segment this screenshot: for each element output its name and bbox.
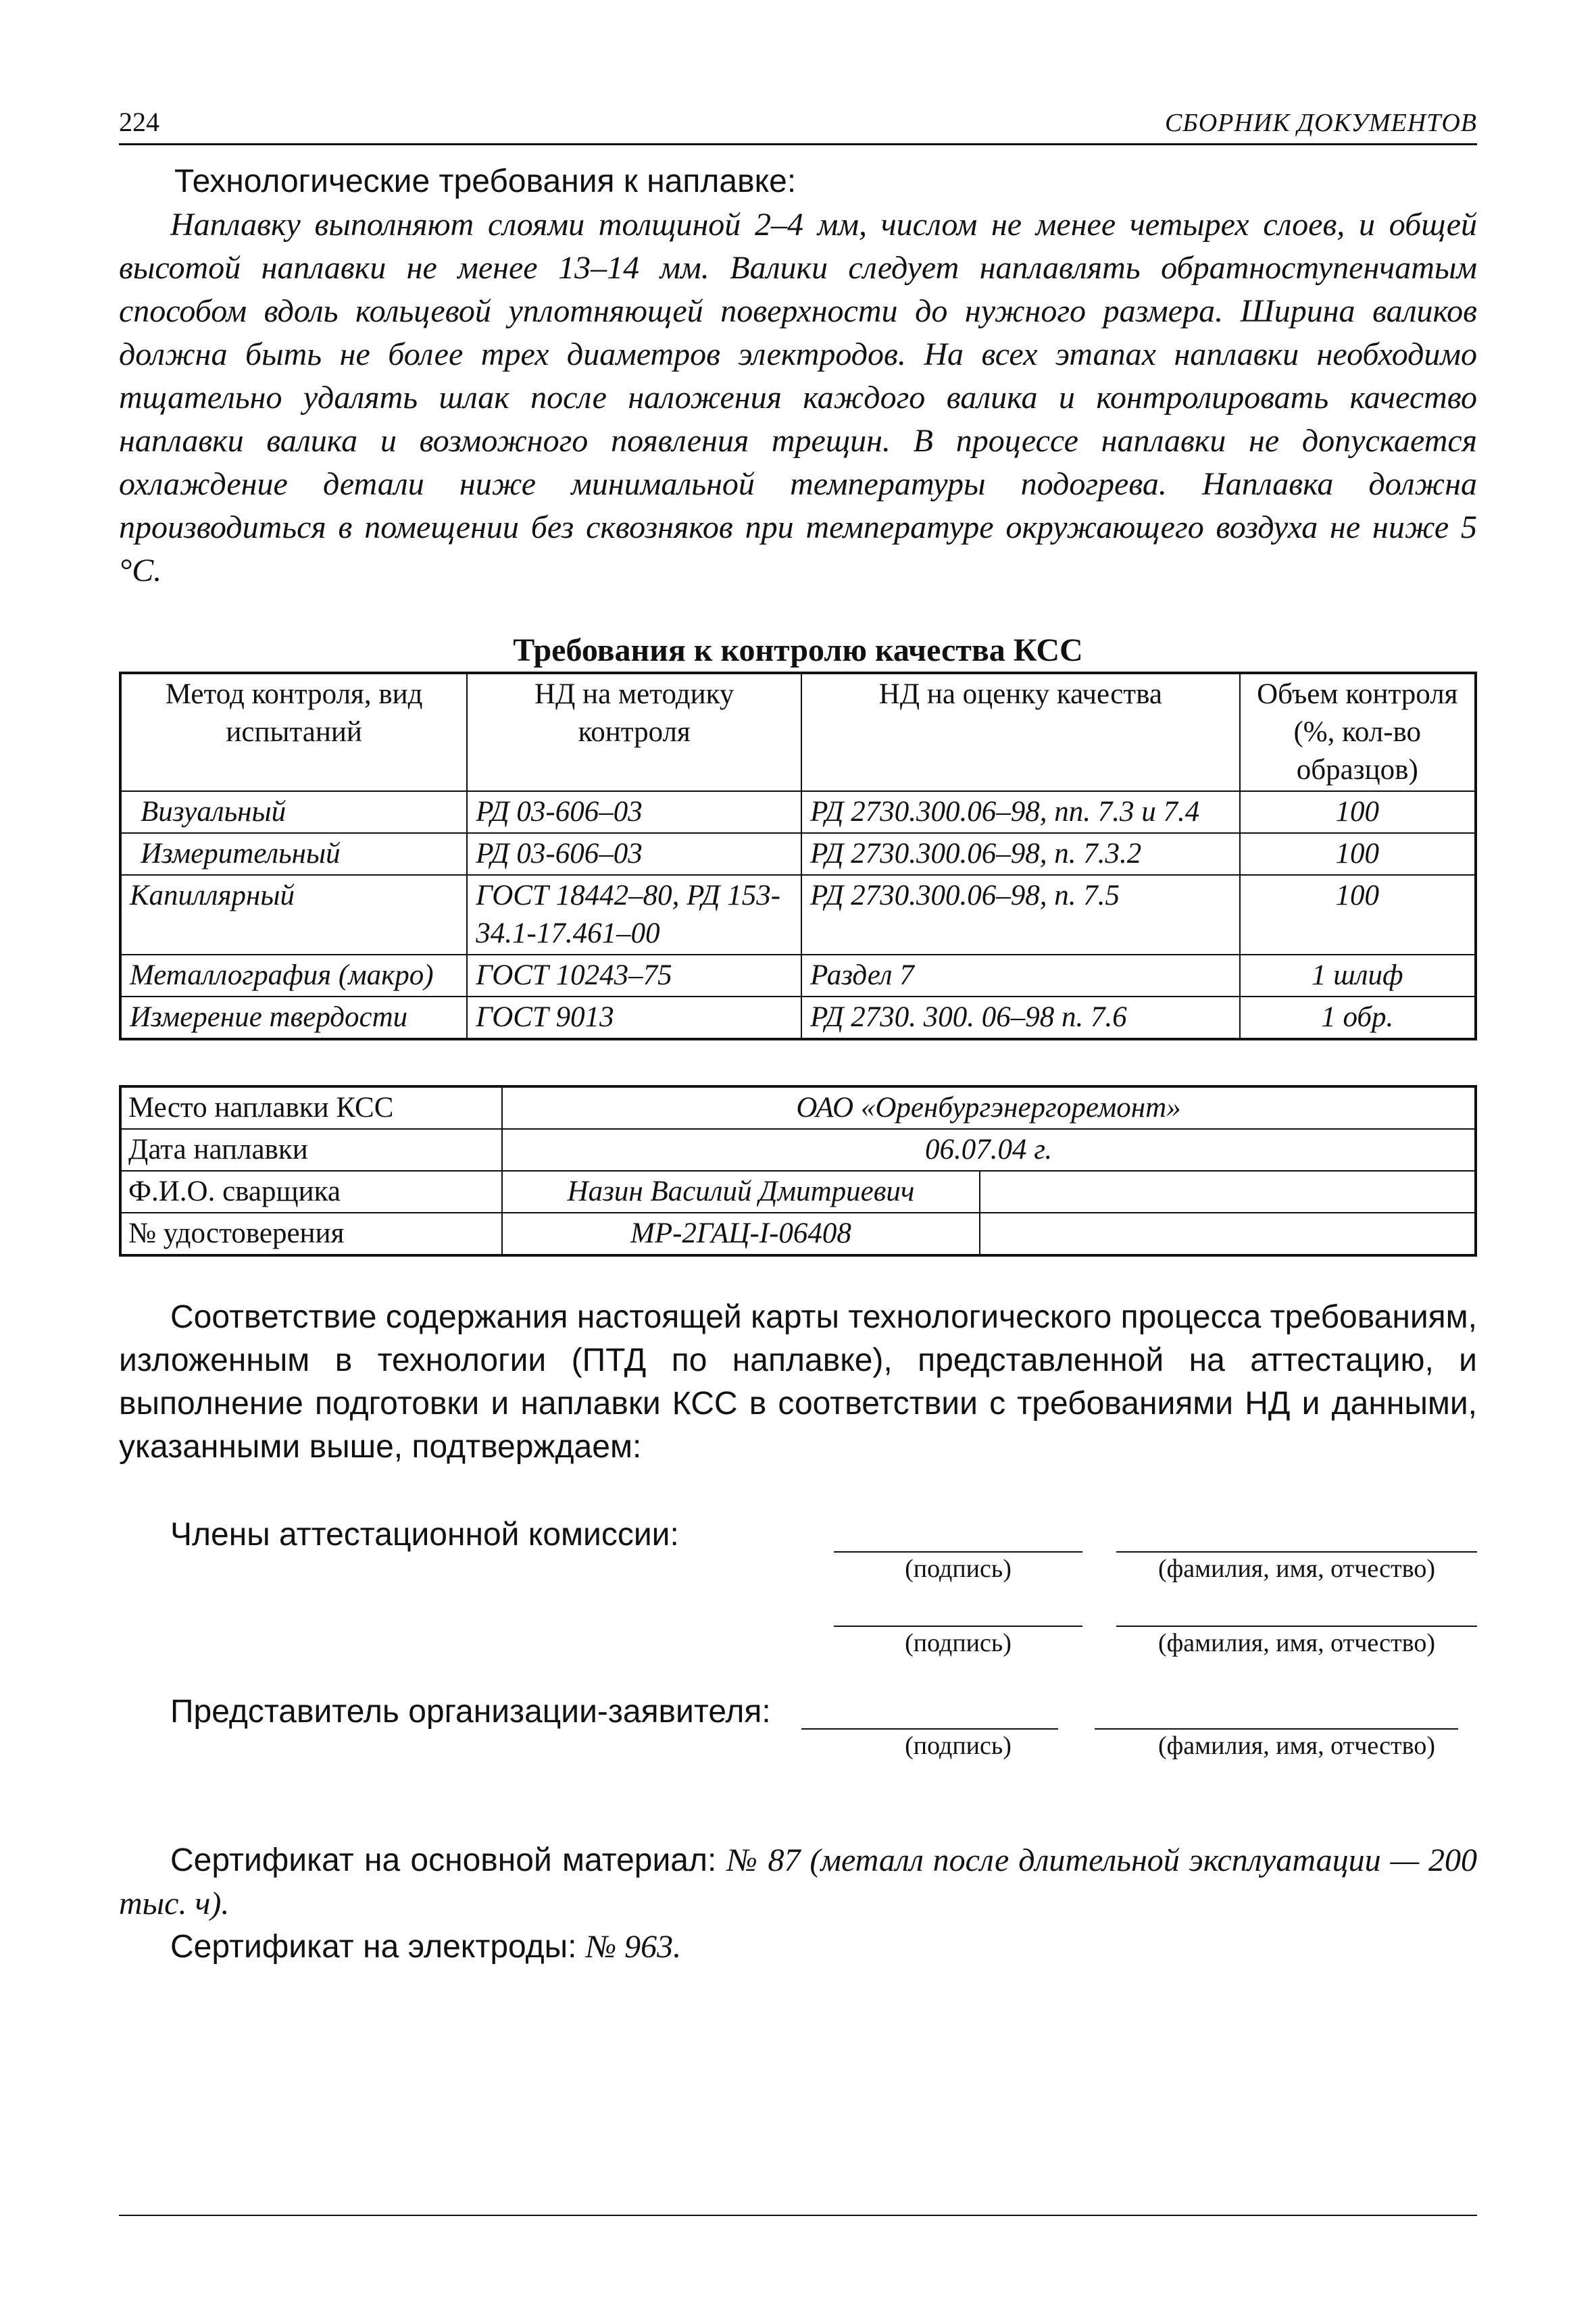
signature-caption: (подпись) xyxy=(905,1629,1012,1657)
place-label: Место наплавки КСС xyxy=(120,1086,502,1129)
certificate-label: № удостоверения xyxy=(120,1213,502,1255)
signature-caption: (подпись) xyxy=(905,1555,1012,1583)
signature-line xyxy=(801,1728,1058,1730)
cell-method-nd: РД 03-606–03 xyxy=(467,833,801,875)
table-row xyxy=(120,833,1476,875)
welding-info-table xyxy=(119,1085,1477,1257)
cell-method: Измерение твердости xyxy=(120,997,467,1039)
certificates xyxy=(119,1839,1477,1969)
name-line xyxy=(1095,1728,1458,1730)
date-value: 06.07.04 г. xyxy=(502,1129,1476,1171)
table-row xyxy=(120,875,1476,955)
cell-quality-nd: РД 2730. 300. 06–98 п. 7.6 xyxy=(801,997,1239,1039)
table-row xyxy=(120,791,1476,833)
name-caption: (фамилия, имя, отчество) xyxy=(1157,1732,1435,1760)
cell-method-nd: ГОСТ 9013 xyxy=(467,997,801,1039)
welder-value: Назин Василий Дмитриевич xyxy=(502,1171,980,1213)
info-row-place xyxy=(120,1086,1476,1129)
cell-method: Металлография (макро) xyxy=(120,955,467,997)
place-value: ОАО «Оренбургэнергоремонт» xyxy=(502,1086,1476,1129)
welder-empty-cell xyxy=(980,1171,1476,1213)
table-row xyxy=(120,955,1476,997)
name-line xyxy=(1116,1626,1477,1627)
page-number: 224 xyxy=(119,107,159,137)
header-method-nd: НД на методику контроля xyxy=(467,673,801,791)
signature-caption: (подпись) xyxy=(905,1732,1012,1760)
signature-block xyxy=(119,1516,1477,1800)
cell-method: Капиллярный xyxy=(120,875,467,955)
section-title: СБОРНИК ДОКУМЕНТОВ xyxy=(1164,109,1477,137)
footer-rule xyxy=(119,2215,1477,2216)
cell-volume: 100 xyxy=(1240,875,1476,955)
table-row xyxy=(120,997,1476,1039)
quality-control-table xyxy=(119,672,1477,1040)
cell-method-nd: РД 03-606–03 xyxy=(467,791,801,833)
name-line xyxy=(1116,1551,1477,1553)
name-caption: (фамилия, имя, отчество) xyxy=(1157,1555,1435,1583)
base-material-label: Сертификат на основной материал: xyxy=(170,1842,717,1878)
tech-requirements-text: Наплавку выполняют слоями толщиной 2–4 мм, числом не менее четырех слоев, и общей высотой наплавки не менее 13–14 мм. Валики следует наплавлять обратноступенчатым способом вдоль кольцевой уплотняющей поверхности до нужного размера. Ширина валиков должна быть не более трех диаметров электродов. На всех этапах наплавки необходимо тщательно удалять шлак после наложения каждого валика и контролировать качество наплавки валика и возможного появления трещин. В процессе наплавки не допускается охлаждение детали ниже минимальной температуры подогрева. Наплавка должна производиться в помещении без сквозняков при температуре окружающего воздуха не ниже 5 °С. xyxy=(119,207,1477,588)
base-material-value: № 87 (металл после длительной эксплуатации — 200 тыс. ч). xyxy=(119,1842,1478,1921)
info-row-certificate xyxy=(120,1213,1476,1255)
certificate-empty-cell xyxy=(980,1213,1476,1255)
electrode-label: Сертификат на электроды: xyxy=(170,1929,577,1965)
table-header-row xyxy=(120,673,1476,791)
info-row-date xyxy=(120,1129,1476,1171)
cell-quality-nd: РД 2730.300.06–98, п. 7.3.2 xyxy=(801,833,1239,875)
base-material-certificate xyxy=(119,1839,1477,1926)
cell-quality-nd: РД 2730.300.06–98, п. 7.5 xyxy=(801,875,1239,955)
cell-quality-nd: РД 2730.300.06–98, пп. 7.3 и 7.4 xyxy=(801,791,1239,833)
signature-line xyxy=(834,1551,1082,1553)
cell-method-nd: ГОСТ 10243–75 xyxy=(467,955,801,997)
header-method: Метод контроля, вид испытаний xyxy=(120,673,467,791)
info-row-welder xyxy=(120,1171,1476,1213)
date-label: Дата наплавки xyxy=(120,1129,502,1171)
cell-volume: 100 xyxy=(1240,833,1476,875)
cell-quality-nd: Раздел 7 xyxy=(801,955,1239,997)
cell-volume: 100 xyxy=(1240,791,1476,833)
header-volume: Объем контроля (%, кол-во образцов) xyxy=(1240,673,1476,791)
cell-method: Измерительный xyxy=(120,833,467,875)
certificate-value: МР-2ГАЦ-I-06408 xyxy=(502,1213,980,1255)
signature-line xyxy=(834,1626,1082,1627)
commission-label: Члены аттестационной комиссии: xyxy=(170,1517,679,1553)
electrode-value: № 963. xyxy=(585,1929,682,1965)
welder-label: Ф.И.О. сварщика xyxy=(120,1171,502,1213)
header-quality-nd: НД на оценку качества xyxy=(801,673,1239,791)
confirmation-text: Соответствие содержания настоящей карты технологического процесса требованиям, изложенным в технологии (ПТД по наплавке), представленной на аттестацию, и выполнение подготовки и наплавки КСС в соответствии с требованиями НД и данными, указанными выше, подтверждаем: xyxy=(119,1299,1477,1465)
applicant-label: Представитель организации-заявителя: xyxy=(170,1694,771,1730)
cell-method: Визуальный xyxy=(120,791,467,833)
cell-method-nd: ГОСТ 18442–80, РД 153-34.1-17.461–00 xyxy=(467,875,801,955)
cell-volume: 1 обр. xyxy=(1240,997,1476,1039)
tech-requirements-label: Технологические требования к наплавке: xyxy=(174,164,797,199)
name-caption: (фамилия, имя, отчество) xyxy=(1157,1629,1435,1657)
page-header xyxy=(119,101,1477,145)
cell-volume: 1 шлиф xyxy=(1240,955,1476,997)
quality-table-title: Требования к контролю качества КСС xyxy=(513,632,1083,668)
electrode-certificate xyxy=(119,1926,1477,1969)
document-page xyxy=(119,101,1477,1969)
